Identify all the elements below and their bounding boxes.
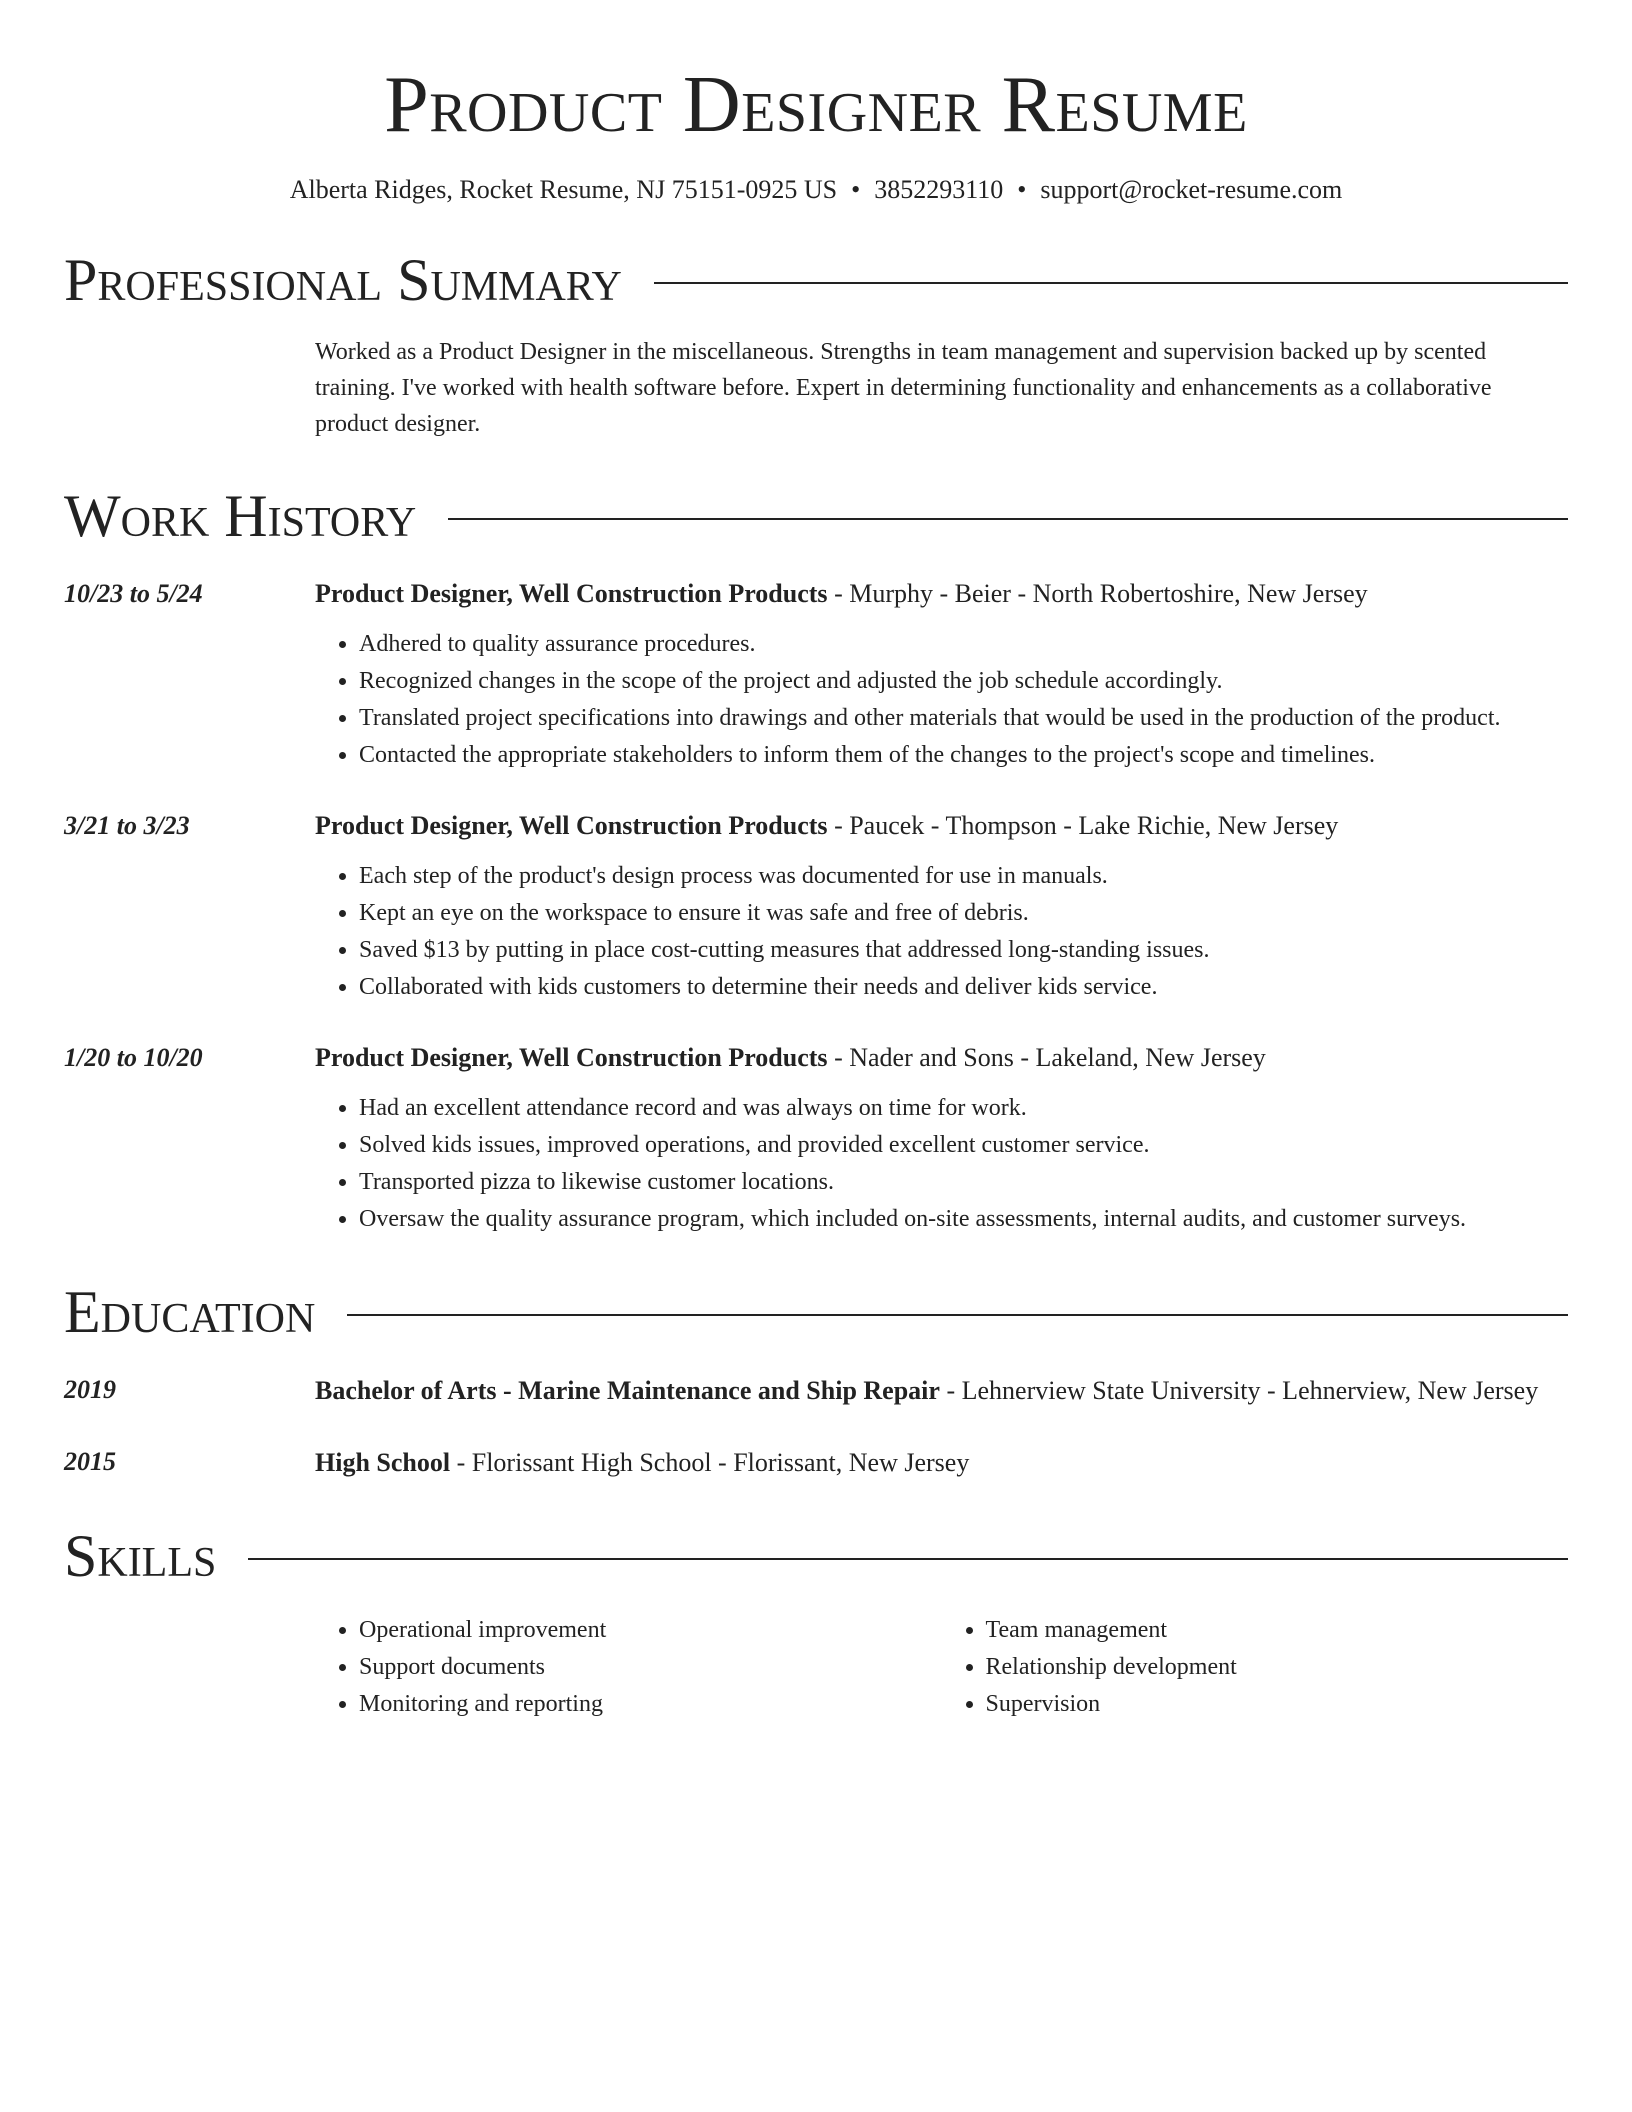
job-body xyxy=(315,576,1568,774)
summary-section-header xyxy=(64,246,1568,314)
skill-item: • Monitoring and reporting xyxy=(359,1686,942,1723)
job-heading xyxy=(315,1040,1568,1076)
job-dates: 3/21 to 3/23 xyxy=(64,811,190,840)
job-employer: - Nader and Sons - Lakeland, New Jersey xyxy=(827,1043,1266,1072)
skill-item: • Support documents xyxy=(359,1649,942,1686)
education-body xyxy=(315,1372,1568,1410)
job-heading xyxy=(315,576,1568,612)
section-divider xyxy=(248,1558,1568,1560)
skills-section-header xyxy=(64,1522,1568,1590)
section-divider xyxy=(654,282,1568,284)
job-bullet: • Kept an eye on the workspace to ensure it was safe and free of debris. xyxy=(359,895,1568,932)
job-body xyxy=(315,808,1568,1006)
job-role: Product Designer, Well Construction Products xyxy=(315,811,828,840)
summary-text: Worked as a Product Designer in the miscellaneous. Strengths in team management and supervision backed up by scented training. I've worked with health software before. Expert in determining functionality and enhancements as a collaborative product designer. xyxy=(315,339,1492,437)
job-bullet: • Had an excellent attendance record and was always on time for work. xyxy=(359,1090,1568,1127)
job-bullet: • Oversaw the quality assurance program, which included on-site assessments, internal audits, and customer surveys. xyxy=(359,1201,1568,1238)
skills-column-right xyxy=(942,1612,1569,1723)
education-entry xyxy=(64,1444,1568,1482)
education-entry xyxy=(64,1372,1568,1410)
skill-item: • Operational improvement xyxy=(359,1612,942,1649)
education-year: 2015 xyxy=(64,1447,116,1476)
section-divider xyxy=(448,518,1568,520)
education-school: - Florissant High School - Florissant, New Jersey xyxy=(450,1448,970,1477)
work-section-header xyxy=(64,482,1568,550)
job-bullets xyxy=(315,1090,1568,1238)
skills-column-left xyxy=(315,1612,942,1723)
job-entry xyxy=(64,576,1568,774)
job-role: Product Designer, Well Construction Products xyxy=(315,1043,828,1072)
skill-item: • Relationship development xyxy=(986,1649,1569,1686)
resume-title: Product Designer Resume xyxy=(384,61,1248,149)
section-divider xyxy=(347,1314,1568,1316)
skills-list xyxy=(315,1612,1568,1723)
summary-section-title: Professional Summary xyxy=(64,247,622,313)
education-degree: High School xyxy=(315,1448,451,1477)
job-heading xyxy=(315,808,1568,844)
job-bullet: • Adhered to quality assurance procedures. xyxy=(359,626,1568,663)
education-body xyxy=(315,1444,1568,1482)
job-dates: 10/23 to 5/24 xyxy=(64,579,203,608)
job-employer: - Murphy - Beier - North Robertoshire, New Jersey xyxy=(827,579,1368,608)
job-entry xyxy=(64,1040,1568,1238)
job-bullet: • Recognized changes in the scope of the project and adjusted the job schedule accordingly. xyxy=(359,663,1568,700)
skill-item: • Supervision xyxy=(986,1686,1569,1723)
education-year: 2019 xyxy=(64,1375,116,1404)
job-bullet: • Solved kids issues, improved operations, and provided excellent customer service. xyxy=(359,1127,1568,1164)
education-school: - Lehnerview State University - Lehnerview, New Jersey xyxy=(939,1376,1539,1405)
education-section-header xyxy=(64,1278,1568,1346)
contact-email: support@rocket-resume.com xyxy=(1040,175,1343,204)
job-bullet: • Translated project specifications into drawings and other materials that would be used in the production of the product. xyxy=(359,700,1568,737)
contact-phone: 3852293110 xyxy=(874,175,1004,204)
education-section-title: Education xyxy=(64,1279,316,1345)
job-body xyxy=(315,1040,1568,1238)
job-bullet: • Each step of the product's design process was documented for use in manuals. xyxy=(359,858,1568,895)
job-employer: - Paucek - Thompson - Lake Richie, New Jersey xyxy=(827,811,1339,840)
contact-address: Alberta Ridges, Rocket Resume, NJ 75151-0925 US xyxy=(289,175,838,204)
work-section-title: Work History xyxy=(64,483,417,549)
skill-item: • Team management xyxy=(986,1612,1569,1649)
job-bullet: • Contacted the appropriate stakeholders to inform them of the changes to the project's scope and timelines. xyxy=(359,737,1568,774)
education-degree: Bachelor of Arts - Marine Maintenance and Ship Repair xyxy=(315,1376,940,1405)
contact-separator: • xyxy=(851,175,861,204)
job-bullet: • Collaborated with kids customers to determine their needs and deliver kids service. xyxy=(359,969,1568,1006)
job-dates: 1/20 to 10/20 xyxy=(64,1043,203,1072)
contact-line xyxy=(64,174,1568,206)
job-bullets xyxy=(315,626,1568,774)
contact-separator: • xyxy=(1017,175,1027,204)
job-bullet: • Transported pizza to likewise customer locations. xyxy=(359,1164,1568,1201)
job-entry xyxy=(64,808,1568,1006)
job-role: Product Designer, Well Construction Products xyxy=(315,579,828,608)
job-bullets xyxy=(315,858,1568,1006)
skills-section-title: Skills xyxy=(64,1523,217,1589)
job-bullet: • Saved $13 by putting in place cost-cutting measures that addressed long-standing issues. xyxy=(359,932,1568,969)
